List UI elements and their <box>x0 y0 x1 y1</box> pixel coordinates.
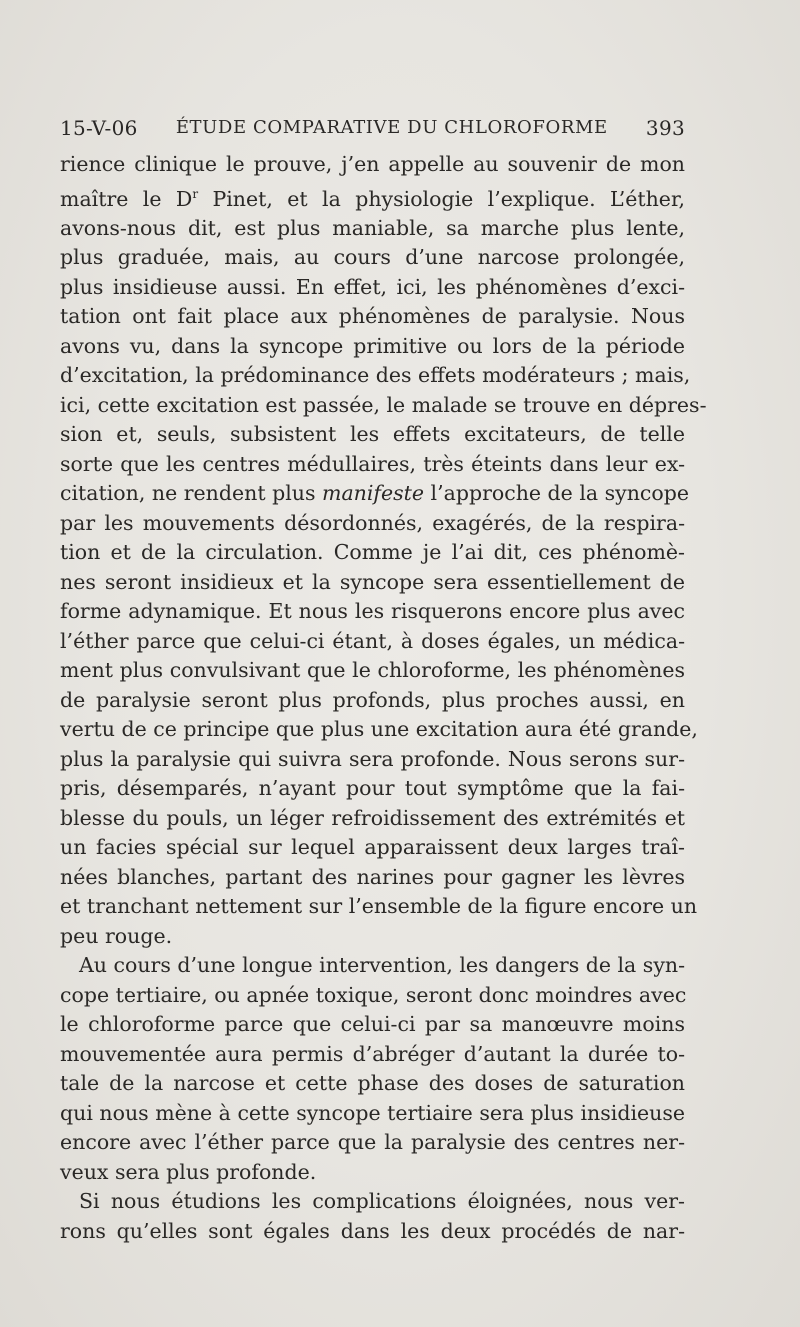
text-line: vertu de ce principe que plus une excitation aura été grande, <box>60 717 698 742</box>
text-line: plus graduée, mais, au cours d’une narcose prolongée, <box>60 245 685 270</box>
text-line: sion et, seuls, subsistent les effets excitateurs, de telle <box>60 422 685 447</box>
text-line: pris, désemparés, n’ayant pour tout symptôme que la fai- <box>60 776 685 801</box>
text-line: de paralysie seront plus profonds, plus proches aussi, en <box>60 687 685 712</box>
text-line: maître le $D^r$ Pinet, et la physiologie l’explique. L’éther, <box>60 186 686 211</box>
text-line: avons-nous dit, est plus maniable, sa marche plus lente, <box>60 215 685 240</box>
text-line: citation, ne rendent plus manifeste l’approche de la syncope <box>60 481 690 506</box>
text-line: Au cours d’une longue intervention, les dangers de la syn- <box>79 953 686 978</box>
text-line: sorte que les centres médullaires, très éteints dans leur ex- <box>60 451 685 476</box>
header-date: 15-V-06 <box>60 116 138 140</box>
header-title: ÉTUDE COMPARATIVE DU CHLOROFORME <box>175 117 608 138</box>
text-line: qui nous mène à cette syncope tertiaire sera plus insidieuse <box>60 1100 685 1125</box>
text-line: tale de la narcose et cette phase des doses de saturation <box>60 1071 685 1096</box>
text-line: tion et de la circulation. Comme je l’ai dit, ces phénomè- <box>60 540 685 565</box>
running-header <box>60 114 685 142</box>
text-line: Si nous étudions les complications éloignées, nous ver- <box>79 1189 685 1214</box>
text-line: nes seront insidieux et la syncope sera essentiellement de <box>60 569 685 594</box>
text-line: et tranchant nettement sur l’ensemble de la figure encore un <box>60 894 698 919</box>
text-line: forme adynamique. Et nous les risquerons encore plus avec <box>60 599 685 624</box>
text-line: blesse du pouls, un léger refroidissement des extrémités et <box>60 805 685 830</box>
text-line: plus insidieuse aussi. En effet, ici, les phénomènes d’exci- <box>60 274 685 299</box>
text-line: mouvementée aura permis d’abréger d’autant la durée to- <box>60 1041 685 1066</box>
page-number: 393 <box>645 116 685 140</box>
text-line: plus la paralysie qui suivra sera profonde. Nous serons sur- <box>60 746 685 771</box>
text-line: avons vu, dans la syncope primitive ou lors de la période <box>60 333 685 358</box>
text-line: le chloroforme parce que celui-ci par sa manœuvre moins <box>60 1012 685 1037</box>
text-line: d’excitation, la prédominance des effets modérateurs ; mais, <box>60 363 691 388</box>
text-line: un facies spécial sur lequel apparaissent deux larges traî- <box>60 835 685 860</box>
text-line: par les mouvements désordonnés, exagérés, de la respira- <box>60 510 685 535</box>
text-line: tation ont fait place aux phénomènes de paralysie. Nous <box>60 304 685 329</box>
text-line: veux sera plus profonde. <box>60 1159 317 1184</box>
body-text <box>60 150 707 1246</box>
text-line: rience clinique le prouve, j’en appelle au souvenir de mon <box>60 152 685 176</box>
text-line: ment plus convulsivant que le chloroforme, les phénomènes <box>60 658 685 683</box>
text-line: ici, cette excitation est passée, le malade se trouve en dépres- <box>60 392 707 417</box>
text-line: l’éther parce que celui-ci étant, à doses égales, un médica- <box>60 628 685 653</box>
text-line: encore avec l’éther parce que la paralysie des centres ner- <box>60 1130 685 1155</box>
text-line: cope tertiaire, ou apnée toxique, seront donc moindres avec <box>60 982 687 1007</box>
text-line: nées blanches, partant des narines pour gagner les lèvres <box>60 864 685 889</box>
text-line: rons qu’elles sont égales dans les deux procédés de nar- <box>60 1218 685 1243</box>
text-line: peu rouge. <box>60 923 173 948</box>
